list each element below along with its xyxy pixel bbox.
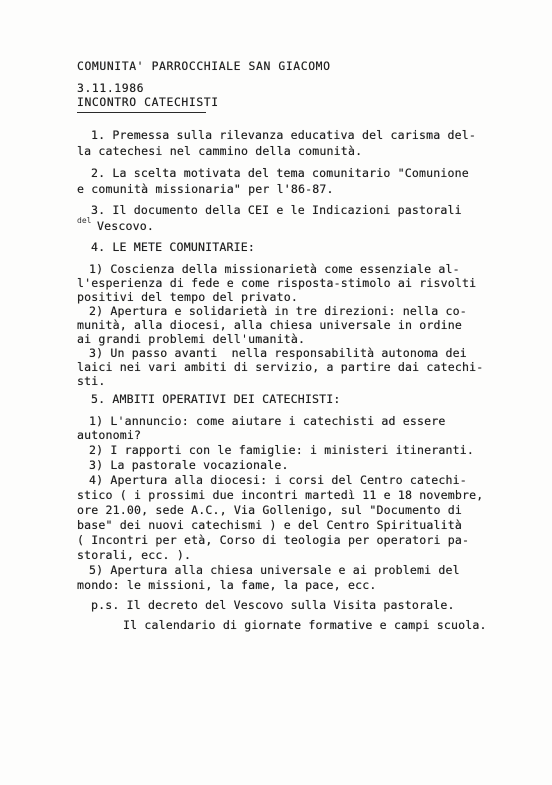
goal-3-line-2: laici nei vari ambiti di servizio, a partire dai catechi-: [77, 360, 484, 374]
title-underline: [77, 112, 206, 113]
postscript-line-2: Il calendario di giornate formative e campi scuola.: [123, 618, 487, 632]
goal-3-line-3: sti.: [77, 374, 106, 388]
area-1-line-1: 1) L'annuncio: come aiutare i catechisti ad essere: [89, 414, 446, 428]
area-5-line-1: 5) Apertura alla chiesa universale e ai problemi del: [89, 563, 460, 577]
goal-1-line-1: 1) Coscienza della missionarietà come essenziale al-: [89, 262, 460, 276]
section-5-heading: 5. AMBITI OPERATIVI DEI CATECHISTI:: [91, 392, 341, 406]
goal-2-line-1: 2) Apertura e solidarietà in tre direzioni: nella co-: [89, 304, 467, 318]
goal-1-line-2: l'esperienza di fede e come risposta-stimolo ai risvolti: [77, 276, 477, 290]
area-4-line-2: stico ( i prossimi due incontri martedì 11 e 18 novembre,: [77, 488, 484, 502]
point-2-line-1: 2. La scelta motivata del tema comunitario "Comunione: [91, 166, 469, 180]
goal-2-line-3: ai grandi problemi dell'umanità.: [77, 332, 306, 346]
point-3-inserted-word: del: [77, 216, 92, 225]
area-4-line-5: ( Incontri per età, Corso di teologia per operatori pa-: [77, 533, 470, 547]
goal-1-line-3: positivi del tempo del privato.: [77, 290, 299, 304]
area-2-line: 2) I rapporti con le famiglie: i ministeri itineranti.: [89, 443, 475, 457]
area-4-line-4: base" dei nuovi catechismi ) e del Centro Spiritualità: [77, 518, 463, 532]
point-2-line-2: e comunità missionaria" per l'86-87.: [77, 182, 334, 196]
meeting-title: INCONTRO CATECHISTI: [77, 95, 219, 109]
parish-heading: COMUNITA' PARROCCHIALE SAN GIACOMO: [77, 59, 331, 73]
point-3-line-2: Vescovo.: [97, 219, 155, 233]
area-5-line-2: mondo: le missioni, la fame, la pace, ecc.: [77, 578, 377, 592]
area-4-line-1: 4) Apertura alla diocesi: i corsi del Centro catechi-: [89, 473, 467, 487]
section-4-heading: 4. LE METE COMUNITARIE:: [91, 240, 255, 254]
point-1-line-1: 1. Premessa sulla rilevanza educativa del carisma del-: [91, 128, 477, 142]
goal-3-line-1: 3) Un passo avanti nella responsabilità autonoma dei: [89, 346, 467, 360]
document-date: 3.11.1986: [77, 81, 145, 95]
area-3-line: 3) La pastorale vocazionale.: [89, 458, 289, 472]
postscript-line-1: p.s. Il decreto del Vescovo sulla Visita pastorale.: [91, 598, 455, 612]
area-4-line-6: storali, ecc. ).: [77, 548, 192, 562]
area-1-line-2: autonomi?: [77, 428, 142, 442]
area-4-line-3: ore 21.00, sede A.C., Via Gollenigo, sul "Documento di: [77, 503, 463, 517]
point-3-line-1: 3. Il documento della CEI e le Indicazioni pastorali: [91, 203, 462, 217]
goal-2-line-2: munità, alla diocesi, alla chiesa universale in ordine: [77, 318, 463, 332]
point-1-line-2: la catechesi nel cammino della comunità.: [77, 144, 363, 158]
